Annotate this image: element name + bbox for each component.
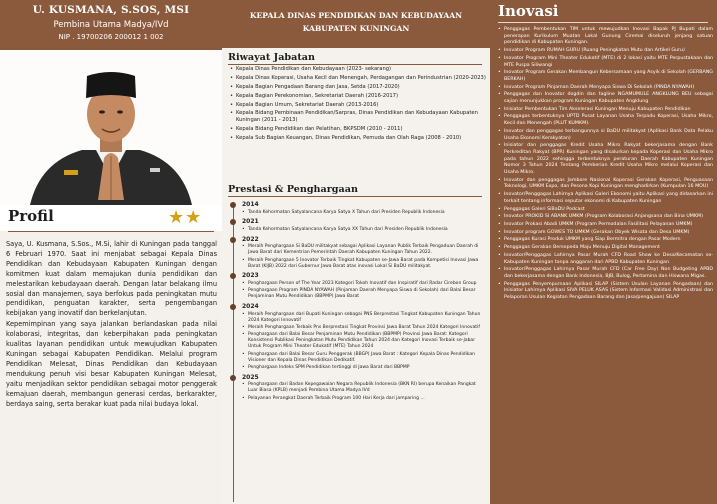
timeline-items [230, 227, 486, 233]
office-title-line2: KABUPATEN KUNINGAN [302, 24, 410, 33]
inovasi-item: • Inovator Program Pinjaman Daerah Menyapa Siswa Di Sekolah (PINDA NYAWAH) [498, 85, 713, 92]
name-banner [0, 0, 222, 50]
profile-section-title: Profil [8, 207, 54, 225]
inovasi-item: • Inovator/Penggagas Lahirnya Aplikasi Galeri Ekonomi yaitu Aplikasi yang didasarkan ini terkait tentang informasi seputar ekonomi di Kabupaten Kuningan [498, 192, 713, 205]
riwayat-list [230, 66, 486, 144]
timeline-year: 2014 [230, 201, 486, 208]
inovasi-item: • Penggagas dan Inovator dogdin dan tagline NGAMUMULE ANGKLUNG BEU sebagai sajian menunjukkan program Kuningan Kabupaten Angklung [498, 92, 713, 105]
award-item: • Tanda Kehormatan Satyalancana Karya Satya X Tahun dari Presiden Republik Indonesia [242, 210, 486, 216]
inovasi-item: • Inisiator Pembentukan Tim Akselerasi Kuningan Menuju Kabupaten Pendidikan [498, 107, 713, 114]
inovasi-item: • Inisiator dan penggagas Kredit Usaha Mikro Rakyat bekerjasama dengan Bank Perkreditan Rakyat (BPR) Kuningan yang disalurkan kepada Koperasi dan Usaha Mikro pada tahun 2022 sehingga terbentuknya peraturan Daerah Kabupaten Kuningan Nomor 3 Tahun 2024 Tentang Pemberian Kredit Usaha Mikro melalui Koperasi dan Usaha Mikro. [498, 143, 713, 177]
award-item: • Penghargaan dari Balai Besar Penjaminan Mutu Pendidikan (BBPMP) Provinsi Jawa Barat: Kategori Konsistensi Publikasi Peningkatan Mutu Pendidikan Tahun 2024 dan Kategori Inovasi Terbaik se-Jabar Untuk Program Mini Theater Edukatif (MTE) Tahun 2024 [242, 332, 486, 350]
inovasi-list [498, 27, 713, 303]
prestasi-divider [228, 196, 482, 197]
office-banner [222, 0, 490, 48]
riwayat-item: • Kepala Bagian Pengadaan Barang dan Jasa, Setda (2017-2020) [230, 84, 486, 91]
inovasi-divider [498, 22, 708, 23]
timeline-year: 2024 [230, 303, 486, 310]
award-item: • Meraih Penghargaan dari Bupati Kuningan sebagai PNS Berprestasi Tingkat Kabupaten Kuningan Tahun 2024 Kategori Innovatif [242, 312, 486, 324]
award-item: • Meraih Penghargaan 5 Inovator Terbaik Tingkat Kabupaten se-Jawa Barat pada Kompetisi Inovasi Jawa Barat (KIJB) 2022 dari Gubernur Jawa Barat atas inovasi Lokal Si BaDU militakyat. [242, 258, 486, 270]
award-item: • Tanda Kehormatan Satyalancana Karya Satya XX Tahun dari Presiden Republik Indonesia [242, 227, 486, 233]
timeline-items [230, 244, 486, 269]
award-item: • Pelayanan Perangkat Daerah Terbaik Program 100 Hari Kerja dari jamparing ... [242, 396, 486, 402]
timeline-items [230, 281, 486, 300]
riwayat-item: • Kepala Sub Bagian Keuangan, Dinas Pendidikan, Pemuda dan Olah Raga (2008 - 2010) [230, 135, 486, 142]
profile-column [0, 0, 222, 504]
inovasi-item: • Inovator PROKID SI ABANK UMKM (Program Kolaborasi Anjangsana dan Bina UMKM) [498, 214, 713, 221]
inovasi-item: • Penggagas Gerakan Bersepeda Maju Menuju Digital Management [498, 245, 713, 252]
timeline-year: 2021 [230, 218, 486, 225]
inovasi-item: • Inovator Prokasi Abadi UMKM (Program Permodalan Fasilitasi Pelayanan UMKM) [498, 222, 713, 229]
bio-paragraph: Saya, U. Kusmana, S.Sos., M.Si, lahir di Kuningan pada tanggal 6 Februari 1970. Saat ini menjabat sebagai Kepala Dinas Pendidikan dan Kebudayaan Kabupaten Kuningan dengan komitmen kuat dalam memajukan dunia pendidikan dan melestarikan kebudayaan daerah. Dengan latar belakang ilmu sosial dan manajemen, saya berfokus pada peningkatan mutu pendidikan, penguatan karakter, serta pengembangan kebijakan yang inovatif dan berkelanjutan. [6, 240, 217, 318]
award-item: • Penghargaan Indeks SPM Pendidikan tertinggi di Jawa Barat dari BBPMP [242, 365, 486, 371]
inovasi-item: • Inovator dan penggagas terbangunnya si BaDU militakyat (Aplikasi Bank Data Pelaku Usaha Ekonomi Kerakyatan) [498, 129, 713, 142]
timeline-items [230, 312, 486, 371]
inovasi-item: • Inovator/Penggagas Lahirnya Pasar Murah CFD Road Show ke Desa/Kecamatan se-Kabupaten Kuningan tanpa anggaran dari APBD Kabupaten Kuningan [498, 253, 713, 266]
riwayat-item: • Kepala Bidang Pembinaan Pendidikan/Sarpras, Dinas Pendidikan dan Kebudayaan Kabupaten Kuningan (2011 - 2013) [230, 110, 486, 123]
inovasi-item: • Penggagas terbentuknya UPTD Pusat Layanan Usaha Terpadu Koperasi, Usaha Mikro, Kecil dan Menengah (PLUT KUMKM). [498, 114, 713, 127]
profile-header [0, 205, 222, 231]
inovasi-item: • Penggagas Pembentukan TIM untuk mewujudkan Inovasi Bapak PJ Bupati dalam penerapan Kurikulum Muatan Lokal Gunung Ciremai diseluruh jenjang satuan pendidikan di Kabupaten Kuningan. [498, 27, 713, 47]
person-nip: NIP . 19700206 200012 1 002 [58, 33, 164, 41]
inovasi-item: • Inovator dan penggagas Jambore Nasional Koperasi Gerakan Koperasi, Penguasaan Teknologi, UMKM Expo, dan Pesona Kopi Kuningan menghadirkan (Kumpulan 16 MOU) [498, 178, 713, 191]
timeline-items [230, 382, 486, 401]
inovasi-title: Inovasi [498, 2, 559, 20]
inovasi-item: • Inovator Program RUMAH GURU (Ruang Peningkatan Mutu dan Artikel Guru) [498, 48, 713, 55]
riwayat-item: • Kepala Bagian Umum, Sekretariat Daerah (2013-2016) [230, 102, 486, 109]
timeline-line [233, 202, 234, 502]
riwayat-item: • Kepala Bagian Perekonomian, Sekretariat Daerah (2016-2017) [230, 93, 486, 100]
innovation-column [490, 0, 717, 504]
timeline-year: 2023 [230, 272, 486, 279]
award-item: • Penghargaan Program PINDA NYAWAH (Pinjaman Daerah Menyapa Siswa di Sekolah) dari Balai Besar Penjaminan Mutu Pendidikan (BBPMP) Jawa Barat [242, 288, 486, 300]
riwayat-title: Riwayat Jabatan [228, 52, 315, 63]
person-rank: Pembina Utama Madya/IVd [53, 20, 169, 30]
riwayat-item: • Kepala Dinas Koperasi, Usaha Kecil dan Menengah, Perdagangan dan Perindustrian (2020-2023) [230, 75, 486, 82]
riwayat-item: • Kepala Dinas Pendidikan dan Kebudayaan (2023- sekarang) [230, 66, 486, 73]
career-column [222, 0, 490, 504]
inovasi-item: • Inovator Program Mini Theater Edukatif (MTE) di 2 lokasi yaitu MTE Perpustakaan dan MTE Puspa Siliwangi [498, 56, 713, 69]
prestasi-timeline [230, 198, 486, 402]
award-item: • Penghargaan dari Badan Kepegawaian Negara Republik Indonesia (BKN RI) berupa Kenaikan Pangkat Luar Biasa (KPLB) menjadi Pembina Utama Madya IVd [242, 382, 486, 394]
star-rank-icon: ★★ [168, 207, 203, 228]
riwayat-divider [228, 64, 482, 65]
timeline-items [230, 210, 486, 216]
person-name: U. KUSMANA, S.SOS, MSI [32, 4, 190, 16]
inovasi-item: • Penggagas Galeri SiBaDU Podcast [498, 207, 713, 214]
award-item: • Meraih Penghargaan Terbaik Pns Berprestasi Tingkat Provinsi Jawa Barat Tahun 2024 Kategori Innovatif [242, 325, 486, 331]
riwayat-item: • Kepala Bidang Pendidikan dan Pelatihan, BKPSDM (2010 - 2011) [230, 126, 486, 133]
inovasi-item: • Inovator program GOWES TO UMKM (Gerakan Obyek Wisata dan Desa UMKM) [498, 230, 713, 237]
award-item: • Meraih Penghargaan Si BaDU militakyat sebagai Aplikasi Layanan Publik Terbaik Pengaduan Daerah di Jawa Barat dari Kementrian Pemerintah Daerah Kabupaten Kuningan Tahun 2022. [242, 244, 486, 256]
inovasi-item: • Penggagas Penyempurnaan Aplikasi SILAP (Sistem Usulan Layanan Pengadaan) dan Inisiator Lahirnya Aplikasi SIVA PELUK ASAS (Sistem Informasi Validasi Administrasi dan Pelaporan Usulan Kegiatan Pengadaan Barang dan Jasa/pengajuan) SILAP [498, 282, 713, 302]
timeline-year: 2022 [230, 236, 486, 243]
inovasi-item: • Inovator Program Gerakan Membangun Kebersamaan yang Asyik di Sekolah (GERBANG BERKAH) [498, 70, 713, 83]
profile-divider [8, 231, 214, 232]
inovasi-item: • Inovator/Penggagas Lahirnya Pasar Murah CFD (Car Free Day) Non Budgeting APBD dan bekerjasama dengan Bank Indonesia, BJB, Bulog, Pertamina dan Hiswana Migas. [498, 267, 713, 280]
profile-biography [6, 240, 217, 409]
bio-paragraph: Kepemimpinan yang saya jalankan berlandaskan pada nilai kolaborasi, integritas, dan keberpihakan pada peningkatan kualitas layanan pendidikan untuk mewujudkan Kabupaten Kuningan sebagai Kabupaten Pendidikan. Melalui program Pendidikan Melesat, Dinas Pendidikan dan Kebudayaan mendukung penuh visi besar Kabupaten Kuningan Melesat, yaitu menjadikan sektor pendidikan sebagai motor penggerak kemajuan daerah, membangun generasi cerdas, berkarakter, berdaya saing, serta berakar kuat pada nilai budaya lokal. [6, 320, 217, 408]
office-title-line1: KEPALA DINAS PENDIDIKAN DAN KEBUDAYAAN [249, 11, 463, 20]
profile-photo [0, 50, 222, 205]
prestasi-title: Prestasi & Penghargaan [228, 184, 358, 195]
award-item: • Penghargaan dari Balai Besar Guru Penggerak (BBGP) Jawa Barat : Kategori Kepala Dinas Pendidikan Visioner dan Kepala Dinas Pendidikan Dedikatif. [242, 352, 486, 364]
award-item: • Penghargaan Person of The Year 2023 Kategori Tokoh Inovatif dan Inspiratif dari Radar Cirebon Group [242, 281, 486, 287]
timeline-year: 2025 [230, 374, 486, 381]
inovasi-item: • Penggagas Kurasi Produk UMKM yang Siap Bermitra dengan Pasar Modern [498, 237, 713, 244]
